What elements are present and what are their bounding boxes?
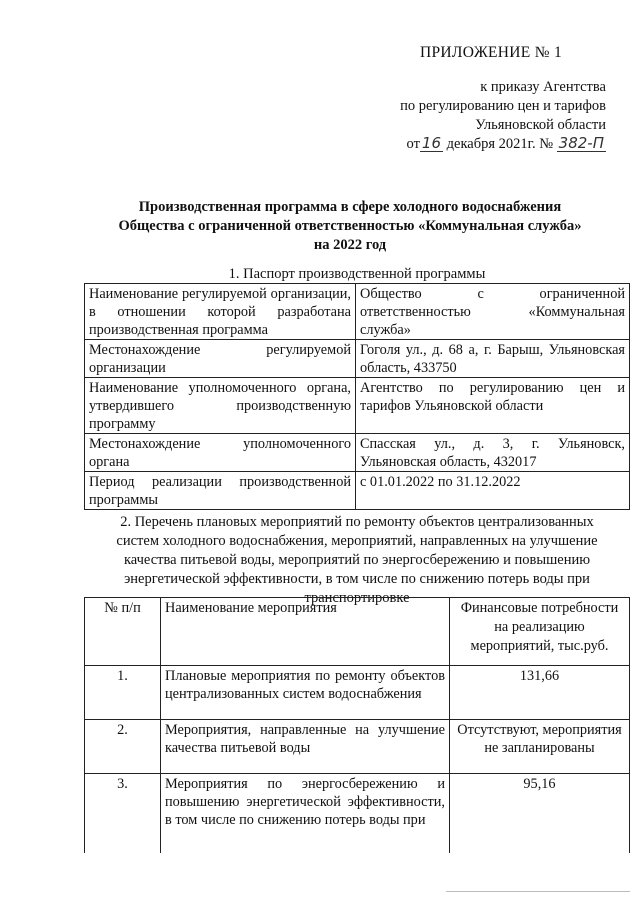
handwritten-order-number: 382-П xyxy=(558,134,604,152)
passport-value: Гоголя ул., д. 68 а, г. Барыш, Ульяновская область, 433750 xyxy=(356,340,630,378)
section1-heading: 1. Паспорт производственной программы xyxy=(228,266,486,282)
measures-table xyxy=(84,597,630,853)
table-row xyxy=(85,340,630,378)
passport-label: Местонахождение регулируемой организации xyxy=(85,340,356,378)
order-date-line xyxy=(326,135,606,154)
row-finance: 95,16 xyxy=(450,774,630,854)
passport-label: Местонахождение уполномоченного органа xyxy=(85,434,356,472)
table-row xyxy=(85,774,630,854)
title-line: Производственная программа в сфере холодного водоснабжения xyxy=(138,199,562,215)
order-line: по регулированию цен и тарифов xyxy=(400,98,606,114)
column-header-name: Наименование мероприятия xyxy=(161,598,450,666)
passport-value: Общество с ограниченной ответственностью «Коммунальная служба» xyxy=(356,284,630,340)
section2-heading-line: качества питьевой воды, мероприятий по энергосбережению и повышению xyxy=(123,552,591,568)
table-row xyxy=(85,472,630,510)
passport-value: Агентство по регулированию цен и тарифов Ульяновской области xyxy=(356,378,630,434)
table-row xyxy=(85,284,630,340)
row-finance: Отсутствуют, мероприятия не запланированы xyxy=(450,720,630,774)
order-line: Ульяновской области xyxy=(475,117,606,133)
row-measure: Мероприятия, направленные на улучшение качества питьевой воды xyxy=(161,720,450,774)
appendix-heading: ПРИЛОЖЕНИЕ № 1 xyxy=(420,44,563,61)
passport-label: Наименование регулируемой организации, в отношении которой разработана производственная программа xyxy=(85,284,356,340)
row-finance: 131,66 xyxy=(450,666,630,720)
passport-table xyxy=(84,283,630,510)
order-reference xyxy=(326,78,606,154)
column-header-num: № п/п xyxy=(85,598,161,666)
passport-label: Наименование уполномоченного органа, утвердившего производственную программу xyxy=(85,378,356,434)
passport-label: Период реализации производственной программы xyxy=(85,472,356,510)
passport-value: с 01.01.2022 по 31.12.2022 xyxy=(356,472,630,510)
row-number: 3. xyxy=(85,774,161,854)
handwritten-day: 16 xyxy=(421,134,442,152)
table-row xyxy=(85,666,630,720)
column-header-finance: Финансовые потребности на реализацию мероприятий, тыс.руб. xyxy=(450,598,630,666)
table-row xyxy=(85,720,630,774)
date-rest: декабря 2021г. № xyxy=(446,136,554,152)
section2-heading-line: 2. Перечень плановых мероприятий по ремонту объектов централизованных xyxy=(120,514,594,530)
table-row xyxy=(85,434,630,472)
passport-value: Спасская ул., д. 3, г. Ульяновск, Ульяновская область, 432017 xyxy=(356,434,630,472)
section2-heading xyxy=(84,513,630,608)
row-measure: Мероприятия по энергосбережению и повышению энергетической эффективности, в том числе по снижению потерь воды при xyxy=(161,774,450,854)
table-header-row xyxy=(85,598,630,666)
section2-heading-line: систем холодного водоснабжения, мероприятий, направленных на улучшение xyxy=(116,533,598,549)
document-title xyxy=(70,198,630,255)
section2-heading-line: транспортировке xyxy=(304,590,410,606)
table-row xyxy=(85,378,630,434)
title-line: на 2022 год xyxy=(313,237,387,253)
section2-heading-line: энергетической эффективности, в том числе по снижению потерь воды при xyxy=(124,571,590,587)
row-number: 2. xyxy=(85,720,161,774)
date-prefix: от xyxy=(406,136,420,152)
row-number: 1. xyxy=(85,666,161,720)
row-measure: Плановые мероприятия по ремонту объектов централизованных систем водоснабжения xyxy=(161,666,450,720)
scan-artifact-line xyxy=(446,891,630,892)
title-line: Общества с ограниченной ответственностью «Коммунальная служба» xyxy=(118,218,582,234)
order-line: к приказу Агентства xyxy=(480,79,606,95)
